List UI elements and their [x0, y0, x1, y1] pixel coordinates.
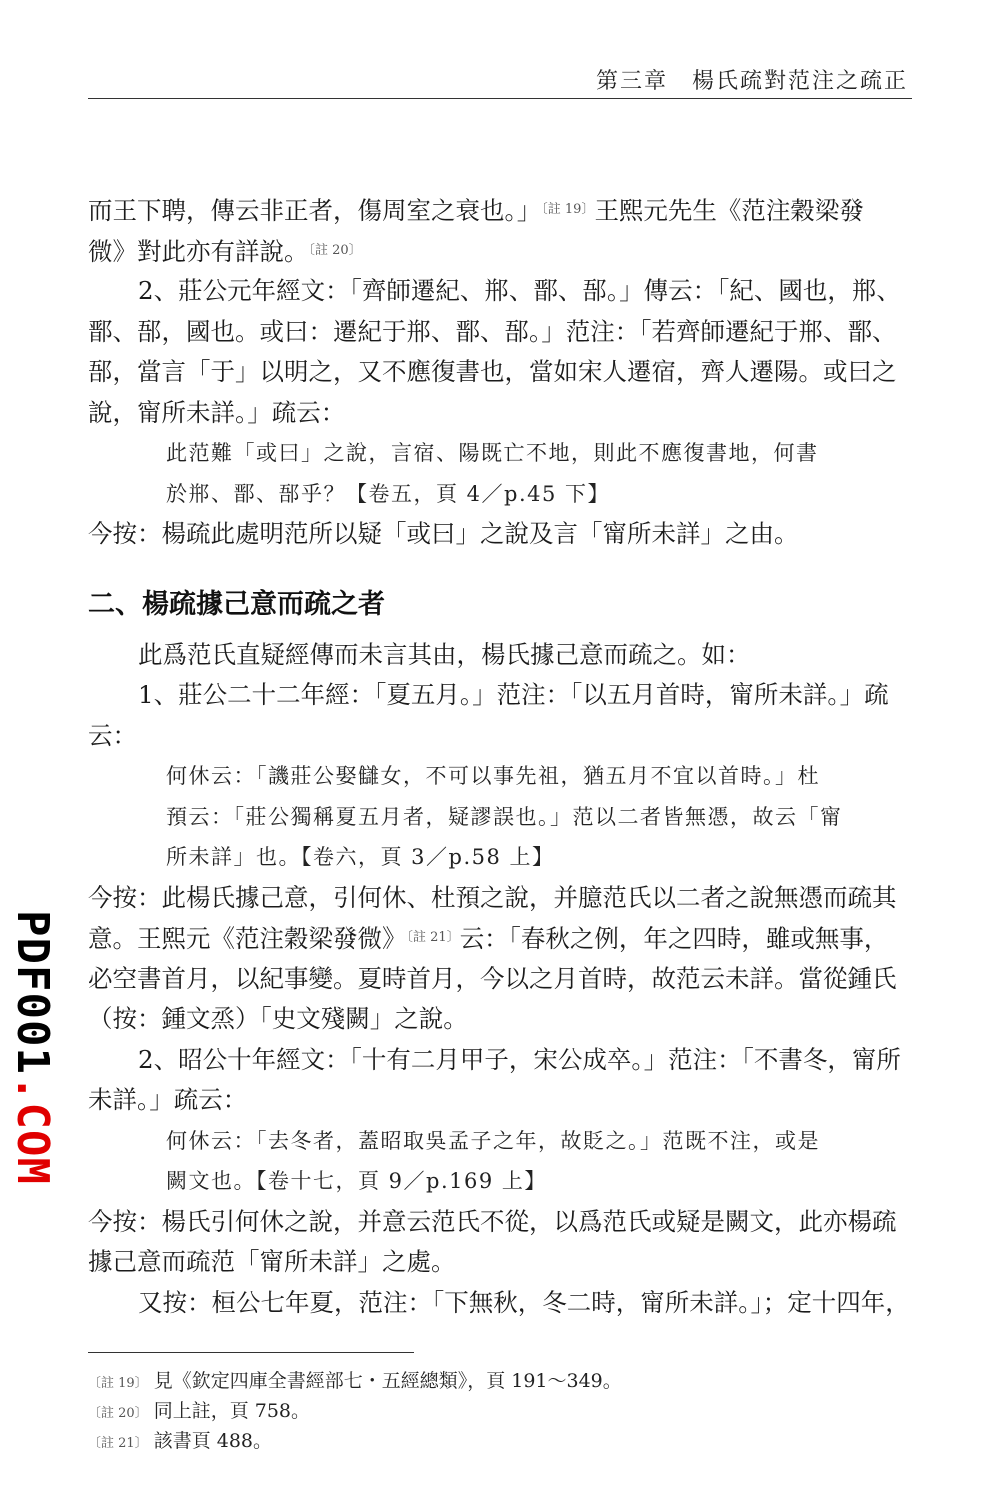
footnote-mark: 〔註 20〕 [88, 1406, 148, 1421]
text-line: 此爲范氏直疑經傳而未言其由，楊氏據己意而疏之。如： [138, 639, 751, 669]
block-quote-line: 闕文也。【卷十七，頁 9／p.169 上】 [166, 1169, 547, 1193]
watermark [6, 910, 58, 1185]
footnote: 〔註 19〕 見《欽定四庫全書經部七・五經總類》，頁 191～349。 [88, 1370, 622, 1392]
text-line: 云： [88, 720, 137, 750]
text-line: 而王下聘，傳云非正者，傷周室之衰也。」$^{〔註 19〕}$王熙元先生《范注穀梁發 [88, 196, 864, 225]
text-line: 又按：桓公七年夏，范注：「下無秋，冬二時，甯所未詳。」；定十四年， [138, 1287, 910, 1317]
watermark-text: PDF001 [7, 910, 58, 1075]
footnote: 〔註 20〕 同上註，頁 758。 [88, 1400, 310, 1422]
section-heading: 二、楊疏據己意而疏之者 [88, 588, 385, 620]
footnote-ref[interactable]: 〔註 21〕 [406, 930, 460, 945]
footnotes [88, 1366, 918, 1456]
running-header [88, 58, 912, 99]
footnote-divider [88, 1352, 414, 1353]
text-line: 郚，當言「于」以明之，又不應復書也，當如宋人遷宿，齊人遷陽。或曰之 [88, 357, 897, 386]
block-quote-line: 此范難「或曰」之說，言宿、陽既亡不地，則此不應復書地，何書 [166, 441, 819, 465]
block-quote-line: 何休云：「去冬者，蓋昭取吳孟子之年，故貶之。」范既不注，或是 [166, 1128, 820, 1153]
text-line: 微》對此亦有詳說。$^{〔註 20〕}$ [88, 236, 362, 266]
footnote-mark: 〔註 21〕 [88, 1436, 148, 1451]
main-text [88, 190, 918, 1323]
text-line: 說，甯所未詳。」疏云： [88, 397, 346, 427]
text-line: 未詳。」疏云： [88, 1085, 248, 1114]
text-line: 今按：楊疏此處明范所以疑「或曰」之說及言「甯所未詳」之由。 [88, 519, 799, 548]
text-line: 意。王熙元《范注穀梁發微》$^{〔註 21〕}$云：「春秋之例，年之四時，雖或無事， [88, 924, 889, 953]
text-line: 今按：此楊氏據己意，引何休、杜預之說，并臆范氏以二者之說無憑而疏其 [88, 882, 897, 912]
block-quote-line: 預云：「莊公獨稱夏五月者，疑謬誤也。」范以二者皆無憑，故云「甯 [166, 804, 843, 829]
block-quote-line: 於郱、鄑、郚乎？【卷五，頁 4／p.45 下】 [166, 481, 611, 506]
text-line: 今按：楊氏引何休之說，并意云范氏不從，以爲范氏或疑是闕文，此亦楊疏 [88, 1206, 897, 1236]
watermark-domain: .COM [7, 1074, 58, 1185]
text-line: 1、莊公二十二年經：「夏五月。」范注：「以五月首時，甯所未詳。」疏 [138, 680, 889, 709]
text-line: （按：鍾文烝）「史文殘闕」之說。 [88, 1004, 468, 1033]
text-line: 據己意而疏范「甯所未詳」之處。 [88, 1247, 456, 1276]
footnote: 〔註 21〕 該書頁 488。 [88, 1430, 272, 1452]
text-line: 鄑、郚，國也。或曰：遷紀于郱、鄑、郚。」范注：「若齊師遷紀于郱、鄑、 [88, 316, 897, 346]
footnote-ref[interactable]: 〔註 19〕 [541, 202, 595, 217]
text-line: 2、昭公十年經文：「十有二月甲子，宋公成卒。」范注：「不書冬，甯所 [138, 1044, 901, 1074]
block-quote-line: 所未詳」也。【卷六，頁 3／p.58 上】 [166, 845, 555, 869]
text-line: 2、莊公元年經文：「齊師遷紀、郱、鄑、郚。」傳云：「紀、國也，郱、 [138, 276, 901, 305]
footnote-ref[interactable]: 〔註 20〕 [308, 242, 362, 258]
text-line: 必空書首月，以紀事變。夏時首月，今以之月首時，故范云未詳。當從鍾氏 [88, 963, 897, 993]
running-title: 第三章 楊氏疏對范注之疏正 [595, 69, 908, 94]
block-quote-line: 何休云：「譏莊公娶讎女，不可以事先祖，猶五月不宜以首時。」杜 [166, 764, 820, 788]
footnote-mark: 〔註 19〕 [88, 1376, 148, 1391]
